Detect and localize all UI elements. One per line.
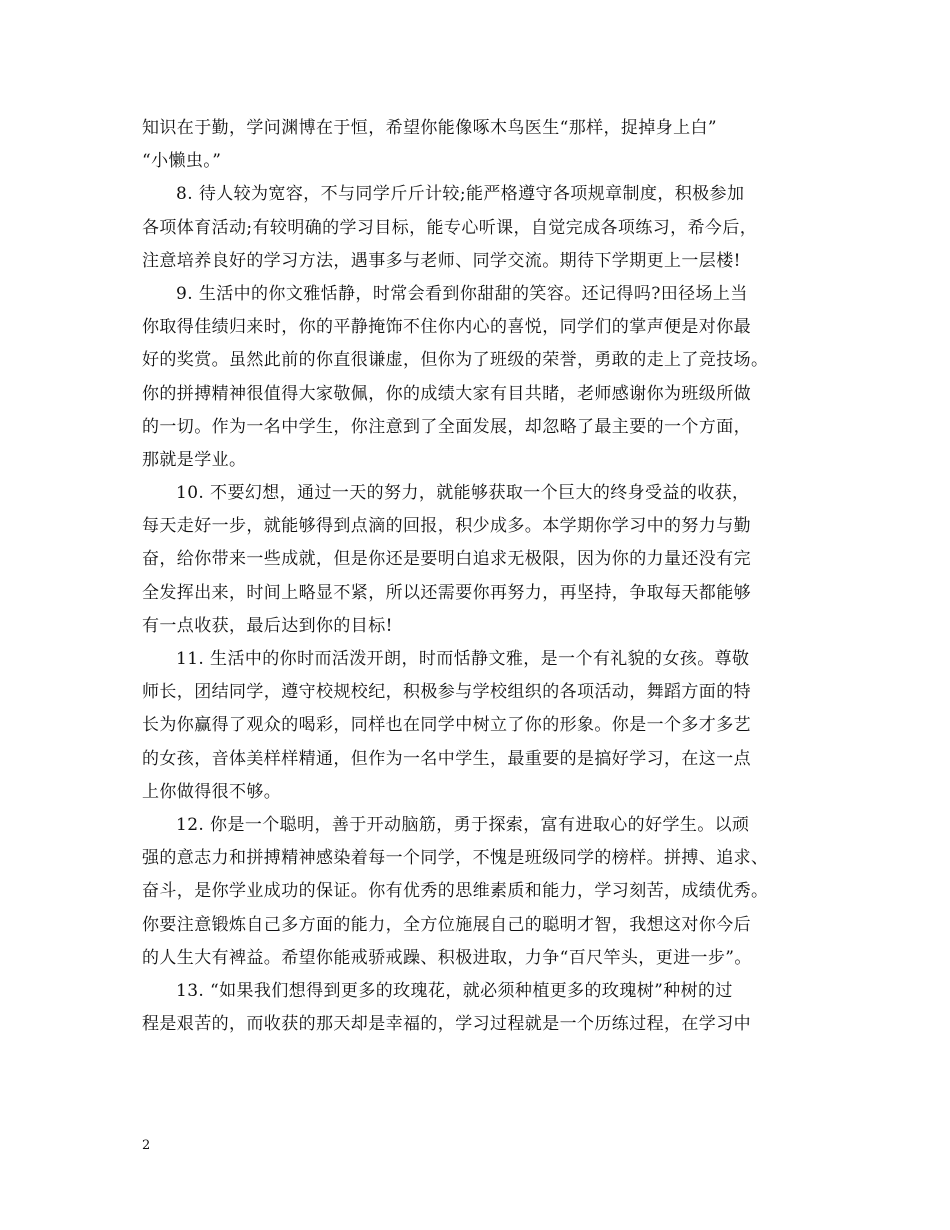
text-line: 有一点收获，最后达到你的目标!: [142, 615, 393, 636]
text-line: 每天走好一步，就能够得到点滴的回报，积少成多。本学期你学习中的努力与勤: [142, 516, 751, 537]
text-line: 奋，给你带来一些成就，但是你还是要明白追求无极限，因为你的力量还没有完: [142, 549, 751, 570]
paragraph-first-line: 9. 生活中的你文雅恬静，时常会看到你甜甜的笑容。还记得吗?田径场上当: [176, 283, 748, 304]
text-line: 知识在于勤，学问渊博在于恒，希望你能像啄木鸟医生“那样，捉掉身上白”: [142, 118, 717, 138]
text-line: 的人生大有裨益。希望你能戒骄戒躁、积极进取，力争“百尺竿头，更进一步”。: [142, 947, 752, 968]
text-line: 强的意志力和拼搏精神感染着每一个同学，不愧是班级同学的榜样。拼搏、追求、: [142, 848, 769, 869]
text-line: 长为你赢得了观众的喝彩，同样也在同学中树立了你的形象。你是一个多才多艺: [142, 715, 751, 736]
paragraph-first-line: 13. “如果我们想得到更多的玫瑰花，就必须种植更多的玫瑰树”种树的过: [176, 980, 733, 1001]
text-line: “小懒虫。”: [142, 151, 222, 172]
text-line: 你的拼搏精神很值得大家敬佩，你的成绩大家有目共睹，老师感谢你为班级所做: [142, 383, 751, 404]
text-line: 你取得佳绩归来时，你的平静掩饰不住你内心的喜悦，同学们的掌声便是对你最: [142, 317, 751, 338]
page-number: 2: [142, 1138, 151, 1153]
text-line: 程是艰苦的，而收获的那天却是幸福的，学习过程就是一个历练过程，在学习中: [142, 1014, 751, 1035]
paragraph-first-line: 12. 你是一个聪明，善于开动脑筋，勇于探索，富有进取心的好学生。以顽: [176, 814, 750, 835]
text-line: 师长，团结同学，遵守校规校纪，积极参与学校组织的各项活动，舞蹈方面的特: [142, 682, 751, 703]
text-line: 上你做得很不够。: [142, 781, 282, 802]
text-line: 全发挥出来，时间上略显不紧，所以还需要你再努力，再坚持，争取每天都能够: [142, 582, 751, 603]
text-line: 你要注意锻炼自己多方面的能力，全方位施展自己的聪明才智，我想这对你今后: [142, 914, 751, 935]
paragraph-first-line: 8. 待人较为宽容，不与同学斤斤计较;能严格遵守各项规章制度，积极参加: [176, 184, 745, 205]
text-line: 的一切。作为一名中学生，你注意到了全面发展，却忽略了最主要的一个方面，: [142, 416, 751, 437]
document-body: [142, 112, 822, 1041]
text-line: 奋斗，是你学业成功的保证。你有优秀的思维素质和能力，学习刻苦，成绩优秀。: [142, 881, 769, 902]
text-line: 的女孩，音体美样样精通，但作为一名中学生，最重要的是搞好学习，在这一点: [142, 748, 751, 769]
paragraph-first-line: 11. 生活中的你时而活泼开朗，时而恬静文雅，是一个有礼貌的女孩。尊敬: [176, 649, 750, 669]
text-line: 那就是学业。: [142, 449, 247, 470]
paragraph-first-line: 10. 不要幻想，通过一天的努力，就能够获取一个巨大的终身受益的收获，: [176, 483, 750, 504]
text-line: 各项体育活动;有较明确的学习目标，能专心听课，自觉完成各项练习，希今后，: [142, 217, 758, 238]
text-line: 注意培养良好的学习方法，遇事多与老师、同学交流。期待下学期更上一层楼!: [142, 250, 741, 271]
text-line: 好的奖赏。虽然此前的你直很谦虚，但你为了班级的荣誉，勇敢的走上了竞技场。: [142, 350, 769, 371]
